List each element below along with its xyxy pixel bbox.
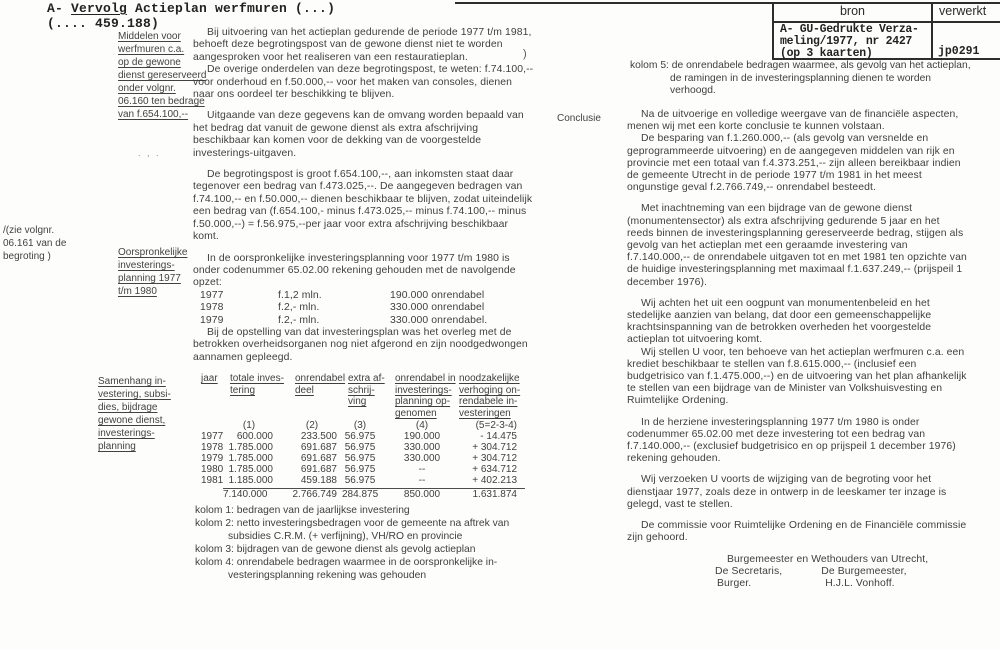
- opzet-row: [193, 290, 534, 302]
- cell-onrendabel-opgenomen: 330.000: [403, 442, 441, 454]
- total-totale-investering: 7.140.000: [223, 488, 268, 500]
- signature-block: [627, 554, 967, 591]
- header-line: vesteringen: [459, 407, 511, 419]
- stray-paren-mark: ): [523, 48, 527, 60]
- cell-onrendabel-deel: 459.188: [300, 474, 337, 486]
- header-line: onrendabel in: [395, 373, 456, 384]
- cell-totale-investering: 600.000: [236, 431, 273, 443]
- opzet-onrendabel: 330.000 onrendabel.: [390, 314, 488, 326]
- margin-note-line: 06.161 van de: [3, 238, 67, 249]
- cell-jaar: 1979: [201, 453, 224, 465]
- paragraph: De begrotingspost is groot f.654.100,--, aan inkomsten staat daar tegenover een bedrag van f.473.025,--. De aangegeven bedragen van f.74.100,-- en f.50.000,-- dienen beschikbaar te blijven, zodat uiteindelijk een bedrag van (f.654.100,- minus f.473.025,-- minus f.74.100,-- minus f.50.000,--) = f.56.975,--per jaar voor extra afschrijving beschikbaar komt.: [193, 169, 533, 243]
- source-reference-line: (op 3 kaarten): [780, 47, 873, 60]
- cell-noodzakelijke-verhoging: + 304.712: [472, 442, 517, 454]
- paragraph: Bij uitvoering van het actieplan gedurende de periode 1977 t/m 1981, behoeft deze begrotingspost van de gewone dienst niet te worden aangesproken voor het realiseren van een restauratieplan.: [193, 27, 532, 63]
- title-underlined-word: Vervolg: [71, 1, 128, 16]
- header-extra-afschrijving: [342, 373, 385, 419]
- footnote: kolom 3: bijdragen van de gewone dienst als gevolg actieplan: [195, 543, 476, 555]
- paragraph: De besparing van f.1.260.000,-- (als gevolg van versnelde en geprogrammeerde uitvoering) en de aangegeven middelen van rijk en provincie met een totaal van f.4.373.251,-- zijn alleen bereikbaar indien de gemeente Utrecht in de periode 1977 t/m 1981 in het meest ongunstige geval f.2.766.749,-- onrendabel besteedt.: [627, 133, 961, 194]
- paragraph: De commissie voor Ruimtelijke Ordening en de Financiële commissie zijn gehoord.: [627, 520, 967, 544]
- title-line2: (.... 459.188): [47, 16, 160, 31]
- header-line: deel: [295, 384, 314, 396]
- verwerkt-column-header: verwerkt: [939, 4, 987, 18]
- margin-note-line: vestering, subsi-: [98, 389, 171, 400]
- cell-onrendabel-opgenomen: 190.000: [403, 431, 441, 443]
- opzet-year: 1978: [200, 302, 224, 314]
- cell-onrendabel-deel: 691.687: [300, 453, 337, 465]
- margin-note-line: planning 1977: [118, 273, 181, 284]
- header-line: planning op-: [395, 396, 451, 408]
- header-totale-investering: [225, 373, 284, 419]
- opzet-year: 1977: [200, 289, 224, 301]
- header-line: noodzakelijke: [459, 373, 520, 384]
- margin-note-line: werfmuren c.a.: [118, 44, 185, 55]
- stray-dot-marks: . , .: [138, 148, 161, 158]
- header-noodzakelijke-verhoging: [457, 373, 521, 419]
- footnote: kolom 1: bedragen van de jaarlijkse investering: [195, 505, 410, 516]
- margin-note-line: investerings-: [98, 428, 155, 439]
- margin-note-line: van f.654.100,--: [118, 109, 189, 120]
- header-line: schrij-: [348, 384, 375, 396]
- margin-note-samenhang: [98, 375, 171, 453]
- paragraph: In de oorspronkelijke investeringsplanning voor 1977 t/m 1980 is onder codenummer 65.02.00 rekening gehouden met de navolgende opzet:: [193, 252, 516, 289]
- header-line: genomen: [395, 407, 437, 419]
- cell-onrendabel-deel: 691.687: [300, 464, 337, 475]
- investment-table-header: [195, 373, 525, 419]
- header-line: jaar: [201, 373, 218, 384]
- footnote: kolom 4: onrendabele bedragen waarmee in de oorspronkelijke in-vesteringsplanning rekening was gehouden: [195, 556, 498, 581]
- cell-extra-afschrijving: 56.975: [344, 442, 376, 454]
- paragraph: Wij stellen U voor, ten behoeve van het actieplan werfmuren c.a. een krediet beschikbaar te stellen van f.8.615.000,-- (inclusief een budgetrisico van f.1.475.000,--) en de uitvoering van het plan afhankelijk te stellen van een bijdrage van de Minister van Volkshuisvesting en Ruimtelijke Ordening.: [627, 346, 967, 407]
- cell-noodzakelijke-verhoging: + 402.213: [472, 474, 517, 486]
- total-onrendabel-deel: 2.766.749: [292, 488, 337, 500]
- margin-note-line: /(zie volgnr.: [3, 225, 55, 236]
- table-totals-row: [223, 488, 525, 501]
- header-jaar: [195, 373, 225, 419]
- right-text-column: [627, 109, 967, 590]
- header-line: verhoging on-: [459, 384, 521, 396]
- margin-note-zie-volgnr: [3, 224, 66, 263]
- margin-note-line: 06.160 ten bedrage: [118, 96, 205, 107]
- cell-totale-investering: 1.785.000: [228, 453, 273, 465]
- margin-note-line: onder volgnr.: [118, 83, 176, 94]
- opzet-amount: f.2,- mln.: [278, 314, 320, 326]
- total-extra-afschrijving: 284.875: [342, 488, 379, 500]
- cell-onrendabel-deel: 691.687: [300, 442, 337, 454]
- cell-onrendabel-opgenomen: --: [418, 474, 426, 486]
- burgemeester-label: De Burgemeester,: [821, 565, 907, 577]
- cell-jaar: 1978: [201, 442, 224, 454]
- paragraph: De overige onderdelen van deze begrotingspost, te weten: f.74.100,-- voor onderhoud en f.50.000,-- voor het maken van consoles, dienen naar ons oordeel ter beschikking te blijven.: [193, 64, 534, 101]
- cell-onrendabel-deel: 233.500: [300, 431, 337, 443]
- margin-note-line: dienst gereserveerd: [118, 70, 207, 81]
- margin-note-oorspronkelijke-planning: [118, 246, 187, 298]
- source-reference-line: meling/1977, nr 2427: [780, 35, 913, 48]
- margin-note-line: Middelen voor: [118, 31, 181, 42]
- header-line: rendabele in-: [459, 396, 518, 408]
- investment-table-body: [195, 432, 525, 487]
- secretaris-label: De Secretaris,: [715, 565, 783, 577]
- paragraph: Wij verzoeken U voorts de wijziging van de begroting voor het dienstjaar 1977, zoals deze in ontwerp in de leeskamer ter inzage is gelegd, vast te stellen.: [627, 474, 947, 510]
- source-table: [772, 2, 1000, 60]
- opzet-onrendabel: 190.000 onrendabel: [390, 289, 485, 301]
- header-line: extra af-: [348, 373, 385, 384]
- footnote-kolom5: kolom 5: de onrendabele bedragen waarmee, als gevolg van het actieplan, de ramingen in de investeringsplanning dienen te worden verhoogd.: [630, 60, 971, 97]
- investment-table: [195, 373, 525, 501]
- margin-note-line: Samenhang in-: [98, 376, 166, 387]
- paragraph: Met inachtneming van een bijdrage van de gewone dienst (monumentensector) als extra afschrijving gedurende 5 jaar en het reeds binnen de investeringsplanning gereserveerde bedrag, stijgen als gevolg van het actieplan met een geraamde investering van f.7.140.000,-- de onrendabele uitgaven tot en met 1981 ten opzichte van de huidige investeringsplanning met maximaal f.1.637.249,-- (prijspeil 1 december 1976).: [627, 203, 967, 288]
- col-number: (5=2-3-4): [475, 420, 517, 432]
- table-row: [195, 476, 525, 487]
- signature-names: [627, 578, 967, 590]
- table-footnotes: [195, 505, 540, 582]
- margin-note-line: t/m 1980: [118, 286, 157, 297]
- margin-note-line: op de gewone: [118, 57, 181, 68]
- total-onrendabel-opgenomen: 850.000: [403, 488, 441, 500]
- paragraph: Uitgaande van deze gegevens kan de omvang worden bepaald van het bedrag dat vanuit de gewone dienst als extra afschrijving beschikbaar kan komen voor de dekking van de voorgestelde investerings-uitgaven.: [193, 110, 524, 159]
- cell-noodzakelijke-verhoging: - 14.475: [480, 431, 517, 443]
- signature-authority: Burgemeester en Wethouders van Utrecht,: [727, 553, 929, 565]
- header-line: investerings-: [395, 384, 452, 396]
- opzet-row: [193, 315, 534, 327]
- signature-titles: [627, 566, 967, 578]
- total-noodzakelijke-verhoging: 1.631.874: [472, 488, 517, 500]
- opzet-amount: f.1,2 mln.: [278, 289, 322, 301]
- source-reference: [780, 24, 919, 60]
- margin-note-line: dies, bijdrage: [98, 402, 158, 413]
- header-onrendabel-deel: [287, 373, 346, 419]
- opzet-year: 1979: [200, 314, 224, 326]
- margin-note-line: planning: [98, 441, 136, 452]
- paragraph: Wij achten het uit een oogpunt van monumentenbeleid en het stedelijke aanzien van belang, dat door een gemeenschappelijke krachtsinspanning van de betrokken overheden het voorgestelde actieplan tot uitvoering komt.: [627, 297, 932, 346]
- cell-jaar: 1977: [201, 431, 224, 443]
- source-column-header: bron: [839, 4, 866, 18]
- paragraph: In de herziene investeringsplanning 1977 t/m 1980 is onder codenummer 65.02.00 met deze investering tot een bedrag van f.7.140.000,-- (exclusief budgetrisico en op prijspeil 1 december 1976) rekening gehouden.: [627, 416, 956, 465]
- cell-noodzakelijke-verhoging: + 634.712: [472, 464, 517, 475]
- col-number: (2): [305, 420, 319, 432]
- header-line: totale inves-: [230, 373, 284, 384]
- paragraph: Na de uitvoerige en volledige weergave van de financiële aspecten, menen wij met een korte conclusie te kunnen volstaan.: [627, 109, 959, 133]
- cell-extra-afschrijving: 56.975: [344, 474, 376, 486]
- margin-note-line: gewone dienst,: [98, 415, 166, 426]
- cell-jaar: 1981: [201, 474, 224, 486]
- cell-jaar: 1980: [201, 464, 224, 475]
- cell-onrendabel-opgenomen: --: [418, 464, 426, 475]
- title-line1: A- Vervolg Actieplan werfmuren (...): [47, 1, 336, 16]
- opzet-onrendabel: 330.000 onrendabel: [390, 302, 485, 314]
- margin-note-line: begroting ): [3, 251, 51, 262]
- cell-onrendabel-opgenomen: 330.000: [403, 453, 441, 465]
- cell-extra-afschrijving: 56.975: [344, 464, 376, 475]
- col-number: (1): [242, 420, 256, 432]
- col-number: (3): [353, 420, 367, 432]
- cell-totale-investering: 1.785.000: [228, 442, 273, 454]
- paragraph: Bij de opstelling van dat investeringsplan was het overleg met de betrokken overheidsorganen nog niet afgerond en zijn noodgedwongen aannamen gepleegd.: [193, 326, 528, 363]
- cell-extra-afschrijving: 56.975: [344, 431, 376, 443]
- cell-totale-investering: 1.785.000: [228, 464, 273, 475]
- header-line: tering: [230, 384, 256, 396]
- header-line: ving: [348, 396, 367, 408]
- margin-note-line: Oorspronkelijke: [118, 247, 188, 258]
- source-reference-line: A- GU-Gedrukte Verza-: [780, 23, 919, 36]
- opzet-amount: f.2,- mln.: [278, 302, 320, 314]
- opzet-row: [193, 302, 534, 314]
- opzet-list: [193, 290, 534, 327]
- footnote: kolom 2: netto investeringsbedragen voor de gemeente na aftrek van subsidies C.R.M. (+ verfijning), VH/RO en provincie: [195, 517, 510, 542]
- col-number: (4): [415, 420, 429, 432]
- source-table-divider: [931, 2, 933, 60]
- header-line: onrendabel: [295, 373, 346, 384]
- verwerkt-code: jp0291: [938, 45, 980, 58]
- margin-note-conclusie: Conclusie: [557, 113, 601, 124]
- cell-totale-investering: 1.185.000: [228, 474, 273, 486]
- burgemeester-name: H.J.L. Vonhoff.: [825, 577, 895, 589]
- margin-note-line: investerings-: [118, 260, 175, 271]
- header-onrendabel-opgenomen: [391, 373, 456, 419]
- secretaris-name: Burger.: [717, 577, 752, 589]
- left-text-column: [193, 27, 534, 373]
- cell-extra-afschrijving: 56.975: [344, 453, 376, 465]
- cell-noodzakelijke-verhoging: + 304.712: [472, 453, 517, 465]
